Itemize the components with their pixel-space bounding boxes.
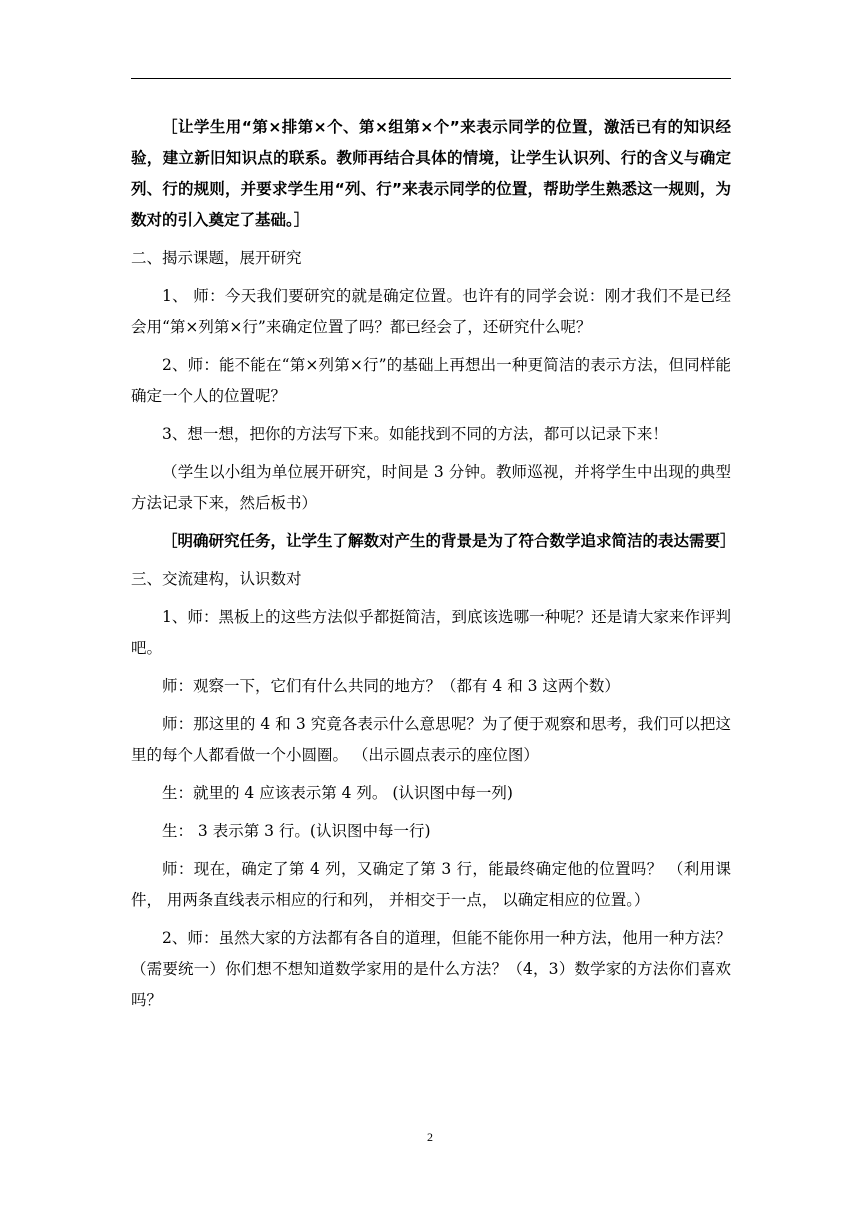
section-heading-3: 三、交流建构，认识数对	[131, 570, 302, 588]
paragraph: 生：就里的 4 应该表示第 4 列。 (认识图中每一列)	[162, 784, 513, 802]
paragraph: 师：那这里的 4 和 3 究竟各表示什么意思呢？为了便于观察和思考，我们可以把这 里的每个人都看做一个小圆圈。 （出示圆点表示的座位图）	[131, 715, 731, 764]
page-body	[131, 112, 736, 1023]
paragraph: （学生以小组为单位展开研究，时间是 3 分钟。教师巡视，并将学生中出现的典型方法记录下来，然后板书）	[131, 463, 731, 512]
paragraph: 师：现在，确定了第 4 列，又确定了第 3 行，能最终确定他的位置吗？ （利用课件， 用两条直线表示相应的行和列， 并相交于一点， 以确定相应的位置。）	[131, 860, 731, 909]
paragraph: 2、师：虽然大家的方法都有各自的道理，但能不能你用一种方法，他用一种方法？（需要统一）你们想不想知道数学家用的是什么方法？（4，3）数学家的方法你们喜欢吗？	[131, 929, 731, 1009]
paragraph: 师：观察一下，它们有什么共同的地方？（都有 4 和 3 这两个数）	[162, 677, 620, 695]
paragraph-design-note-2: ［明确研究任务，让学生了解数对产生的背景是为了符合数学追求简洁的表达需要］	[162, 532, 736, 550]
paragraph: 1、师：黑板上的这些方法似乎都挺简洁，到底该选哪一种呢？还是请大家来作评判吧。	[131, 608, 731, 657]
header-rule	[131, 78, 731, 79]
page-number: 2	[427, 1130, 433, 1144]
paragraph-design-note-1: ［让学生用“第×排第×个、第×组第×个”来表示同学的位置，激活已有的知识经验，建立新旧知识点的联系。教师再结合具体的情境，让学生认识列、行的含义与确定列、行的规则，并要求学生用“列、行”来表示同学的位置，帮助学生熟悉这一规则，为数对的引入奠定了基础。］	[131, 118, 731, 229]
paragraph: 3、想一想，把你的方法写下来。如能找到不同的方法，都可以记录下来！	[162, 425, 668, 443]
paragraph: 生： 3 表示第 3 行。(认识图中每一行)	[162, 822, 431, 840]
paragraph: 2、师：能不能在“第×列第×行”的基础上再想出一种更简洁的表示方法，但同样能确定一个人的位置呢？	[131, 356, 731, 405]
section-heading-2: 二、揭示课题，展开研究	[131, 249, 302, 267]
paragraph: 1、 师：今天我们要研究的就是确定位置。也许有的同学会说：刚才我们不是已经会用“第×列第×行”来确定位置了吗？都已经会了，还研究什么呢？	[131, 287, 731, 336]
